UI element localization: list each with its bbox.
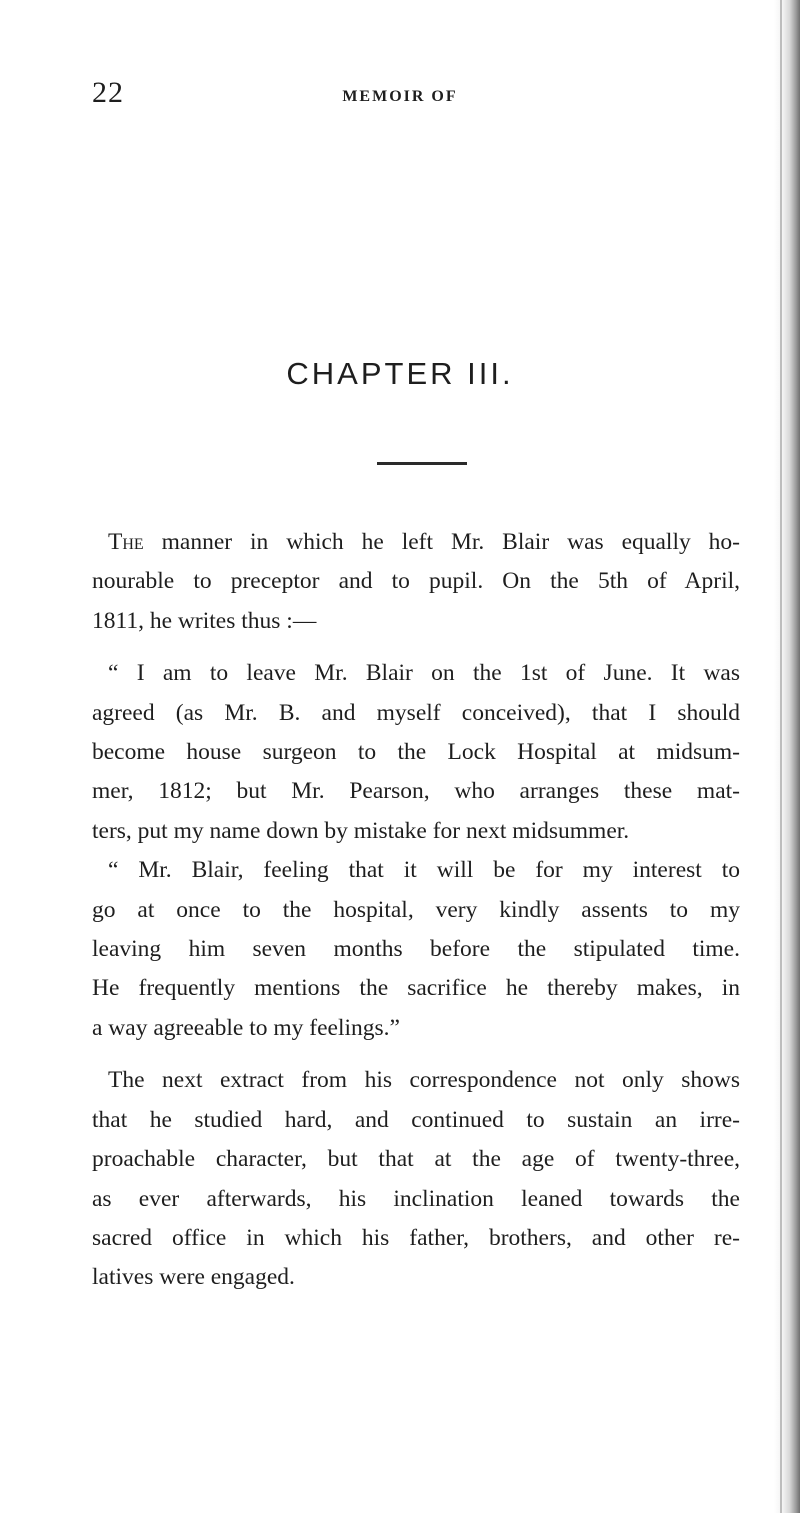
running-head: MEMOIR OF: [342, 88, 458, 105]
text-line: leaving him seven months before the stipulated time.: [92, 936, 740, 963]
text-line: a way agreeable to my feelings.”: [92, 1014, 400, 1041]
text-line: as ever afterwards, his inclination leaned towards the: [92, 1185, 740, 1212]
chapter-title: CHAPTER III.: [286, 356, 514, 391]
text-line: that he studied hard, and continued to sustain an irre-: [92, 1106, 740, 1133]
page-edge-shadow: [780, 0, 782, 1513]
text-line: “ I am to leave Mr. Blair on the 1st of June. It was: [108, 660, 740, 687]
paragraph-1: [92, 523, 740, 641]
text-line: The next extract from his correspondence not only shows: [108, 1067, 740, 1094]
text-line: mer, 1812; but Mr. Pearson, who arranges these mat-: [92, 778, 740, 805]
text-line: nourable to preceptor and to pupil. On the 5th of April,: [92, 568, 740, 595]
text-line: agreed (as Mr. B. and myself conceived), that I should: [92, 699, 740, 726]
text-line: He frequently mentions the sacrifice he thereby makes, in: [92, 975, 740, 1002]
text-line: [92, 523, 740, 562]
page-number: 22: [92, 76, 124, 109]
text-line: 1811, he writes thus :—: [92, 607, 317, 634]
paragraph-lead-word: The: [108, 529, 144, 555]
text-line-rest: manner in which he left Mr. Blair was equally ho-: [143, 529, 740, 555]
body-text: [92, 523, 740, 1298]
paragraph-2: [92, 654, 740, 851]
text-line: “ Mr. Blair, feeling that it will be for my interest to: [108, 857, 740, 884]
paragraph-3: [92, 851, 740, 1048]
paragraph-4: [92, 1061, 740, 1297]
text-line: sacred office in which his father, brothers, and other re-: [92, 1224, 740, 1251]
chapter-divider-rule: [377, 462, 467, 465]
text-line: ters, put my name down by mistake for next midsummer.: [92, 817, 630, 844]
text-line: latives were engaged.: [92, 1264, 295, 1291]
text-line: proachable character, but that at the age of twenty-three,: [92, 1146, 740, 1173]
text-line: go at once to the hospital, very kindly assents to my: [92, 896, 740, 923]
page-edge: [774, 0, 800, 1513]
text-line: become house surgeon to the Lock Hospital at midsum-: [92, 739, 740, 766]
